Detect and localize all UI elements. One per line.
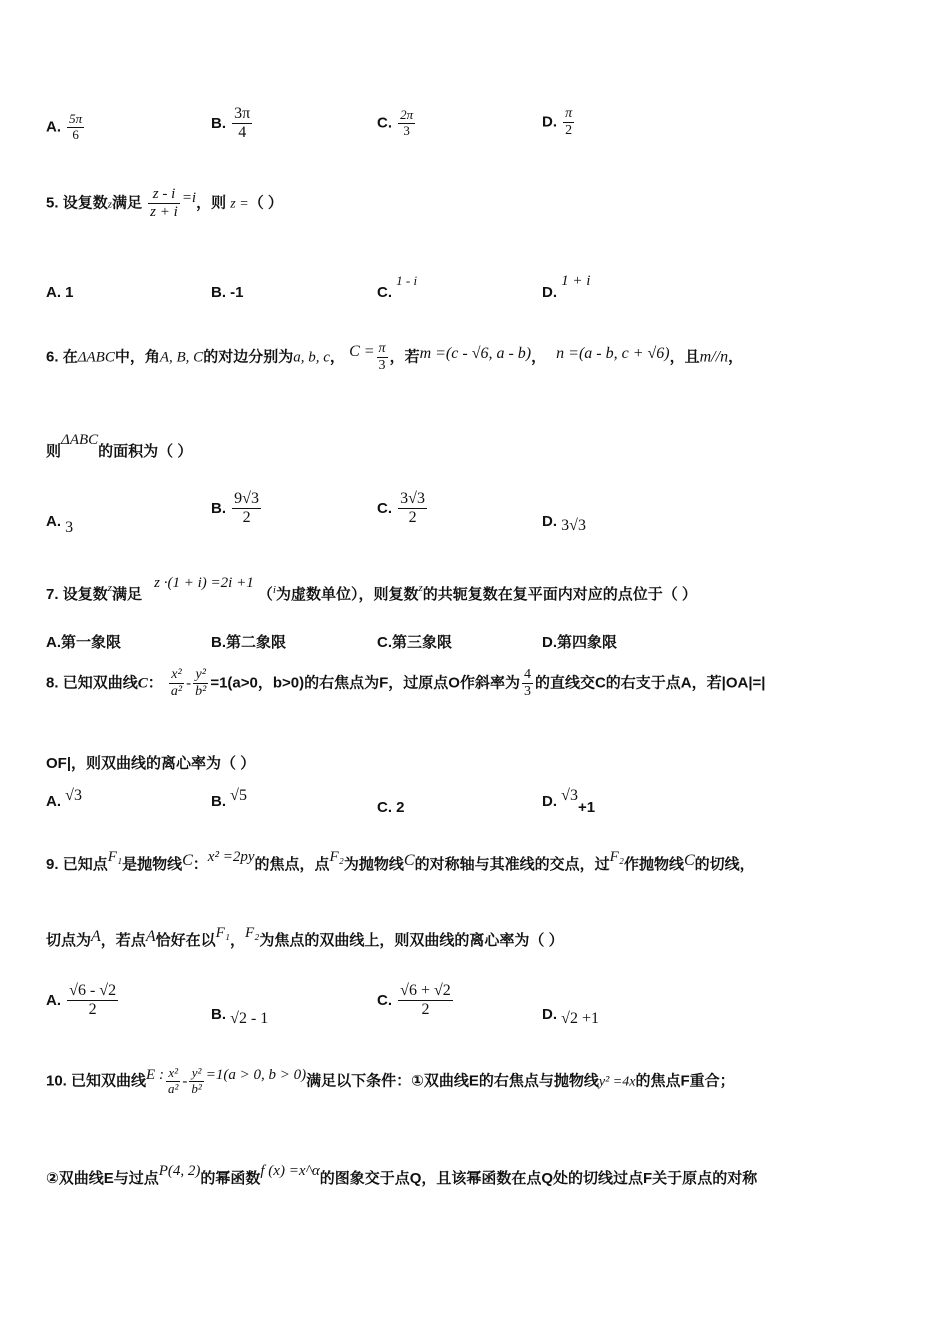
q7-option-c: [377, 631, 452, 652]
fraction-numerator: z - i: [148, 186, 180, 204]
option-value: 第三象限: [392, 634, 453, 651]
fraction-numerator: 3π: [232, 105, 252, 124]
math-var: z: [107, 582, 112, 594]
math-var: z: [418, 582, 423, 594]
option-letter: A.: [46, 634, 61, 651]
math-expr: f (x) =x^α: [260, 1163, 320, 1179]
question-text: ，若: [389, 348, 420, 366]
math-fraction: [377, 341, 388, 374]
math-expr: ΔABC: [61, 432, 99, 448]
math-expr: =i: [181, 189, 197, 206]
question-text: 切点为: [46, 932, 92, 949]
question-8-line2: [46, 752, 255, 773]
question-text: ，: [728, 348, 744, 366]
q6-option-b: [211, 490, 263, 528]
option-letter: A.: [46, 284, 61, 301]
math-fraction: [522, 667, 533, 700]
option-letter: C.: [377, 499, 392, 517]
option-fraction: [398, 108, 415, 139]
question-text: 已知双曲线: [71, 1072, 147, 1090]
option-letter: C.: [377, 991, 392, 1009]
fraction-denominator: a²: [170, 684, 183, 700]
fraction-denominator: z + i: [150, 204, 178, 221]
option-fraction: [232, 105, 252, 143]
question-text: ，: [230, 932, 246, 949]
option-letter: B.: [211, 634, 226, 651]
q4-option-a: [46, 112, 86, 143]
question-text: ，: [531, 348, 547, 366]
math-expr: E :: [146, 1067, 164, 1084]
math-var: F₁: [215, 925, 230, 941]
math-var: F₂: [609, 849, 624, 865]
option-letter: B.: [211, 1006, 226, 1023]
q6-option-c: [377, 490, 429, 528]
fraction-denominator: 2: [88, 1001, 97, 1019]
option-value: √2 +1: [561, 1010, 599, 1027]
fraction-denominator: b²: [191, 1080, 202, 1096]
fraction-numerator: 5π: [69, 111, 83, 126]
q9-option-c: [377, 982, 455, 1020]
option-value: √3: [65, 787, 82, 804]
fraction-denominator: 2: [421, 1001, 430, 1019]
option-letter: A.: [46, 793, 61, 810]
q7-option-a: [46, 631, 121, 652]
math-var: A: [145, 928, 156, 945]
option-fraction: [67, 112, 84, 143]
q5-option-b: [211, 284, 244, 301]
question-text: 的对边分别为: [203, 348, 294, 366]
fraction-numerator: y²: [193, 667, 208, 684]
question-number: 8.: [46, 674, 59, 692]
option-letter: A.: [46, 513, 61, 530]
option-fraction: [232, 490, 261, 528]
question-number: 5.: [46, 194, 59, 212]
math-var: C: [137, 675, 148, 692]
math-fraction: [189, 1066, 203, 1097]
question-text: 是抛物线: [122, 856, 183, 873]
option-letter: C.: [377, 634, 392, 651]
q8-option-b: [211, 787, 247, 811]
math-expr: x² =2py: [207, 849, 255, 865]
question-text: 为抛物线: [343, 856, 404, 873]
question-8: [46, 667, 765, 700]
fraction-numerator: 2π: [400, 107, 414, 122]
question-text: 的图象交于点Q，且该幂函数在点Q处的切线过点F关于原点的对称: [319, 1170, 758, 1187]
q4-option-d: [542, 106, 576, 139]
option-fraction: [398, 982, 453, 1020]
question-text: 为焦点的双曲线上，则双曲线的离心率为（ ）: [259, 932, 564, 949]
question-text: 的焦点F重合；: [635, 1072, 735, 1090]
fraction-denominator: 3: [523, 684, 531, 700]
q8-option-c: [377, 799, 405, 816]
question-text: 的直线交C的右支于点A，若|OA|=|: [534, 674, 766, 692]
math-expr: z ·(1 + i) =2i +1: [154, 575, 254, 591]
math-expr: -: [186, 675, 192, 692]
option-letter: B.: [211, 114, 226, 132]
question-number: 9.: [46, 856, 59, 873]
option-value: 2: [396, 799, 405, 816]
fraction-numerator: π: [377, 341, 388, 358]
question-text: 的焦点，点: [254, 856, 330, 873]
math-expr: P(4, 2): [158, 1163, 201, 1179]
option-fraction: [563, 106, 574, 139]
question-text: 作抛物线: [623, 856, 684, 873]
question-text: 满足: [111, 194, 142, 212]
math-expr: z =: [230, 196, 249, 212]
q6-option-a: [46, 513, 74, 536]
math-expr: m//n: [699, 348, 729, 366]
question-number: 7.: [46, 586, 59, 603]
math-expr: C =: [349, 342, 375, 360]
option-letter: B.: [211, 793, 226, 810]
math-expr: y² =4x: [598, 1074, 636, 1090]
option-letter: C.: [377, 799, 392, 816]
math-var: C: [684, 852, 695, 869]
option-value: 1: [65, 284, 74, 301]
option-value: 第二象限: [226, 634, 287, 651]
question-5: [46, 186, 283, 222]
fraction-denominator: 2: [565, 123, 573, 139]
question-9: [46, 849, 755, 874]
question-text: 中，角: [114, 348, 160, 366]
question-text: 已知点: [62, 856, 108, 873]
fraction-numerator: 3√3: [398, 490, 427, 509]
fraction-numerator: y²: [189, 1066, 203, 1082]
option-letter: D.: [542, 113, 557, 131]
question-text: 在: [62, 348, 78, 366]
option-letter: D.: [542, 634, 557, 651]
fraction-denominator: 2: [408, 509, 417, 527]
question-text: ，若点: [100, 932, 146, 949]
option-letter: D.: [542, 513, 557, 530]
option-letter: D.: [542, 793, 557, 810]
question-text: 已知双曲线: [62, 674, 138, 692]
q5-option-c: [377, 273, 418, 301]
question-text: 为虚数单位），则复数: [275, 586, 419, 603]
question-text: 恰好在以: [155, 932, 216, 949]
option-value: 3: [65, 519, 74, 536]
question-text: 的切线，: [694, 856, 755, 873]
q6-option-d: [542, 513, 586, 534]
option-value: 第一象限: [61, 634, 122, 651]
math-var: F₂: [329, 849, 344, 865]
q9-option-b: [211, 1006, 269, 1027]
option-letter: B.: [211, 284, 226, 301]
option-value: -1: [230, 284, 244, 301]
fraction-numerator: x²: [169, 667, 184, 684]
option-fraction: [398, 490, 427, 528]
fraction-denominator: a²: [167, 1080, 179, 1096]
question-10-line2: [46, 1163, 758, 1188]
question-number: 6.: [46, 348, 59, 366]
question-text: 满足以下条件：①双曲线E的右焦点与抛物线: [306, 1072, 599, 1090]
option-value: 1 + i: [561, 273, 591, 289]
fraction-numerator: √6 + √2: [398, 982, 453, 1001]
q4-option-c: [377, 108, 417, 139]
question-text: 设复数: [62, 586, 108, 603]
question-text: 的面积为（ ）: [98, 443, 193, 460]
option-letter: A.: [46, 991, 61, 1009]
option-letter: C.: [377, 284, 392, 301]
fraction-denominator: 6: [72, 126, 79, 142]
q5-option-d: [542, 273, 591, 302]
option-value: √2 - 1: [230, 1010, 269, 1027]
question-text: 的幂函数: [200, 1170, 261, 1187]
fraction-numerator: 9√3: [232, 490, 261, 509]
math-var: F₁: [107, 849, 123, 865]
question-10: [46, 1066, 735, 1097]
option-fraction: [67, 982, 118, 1020]
option-letter: A.: [46, 118, 61, 136]
fraction-denominator: 3: [378, 358, 386, 374]
question-text: ，且: [669, 348, 700, 366]
math-var: z: [107, 198, 112, 211]
math-var: C: [403, 852, 415, 869]
q9-option-a: [46, 982, 120, 1020]
q8-option-d: [542, 787, 596, 816]
option-letter: D.: [542, 284, 557, 301]
question-text: ，: [329, 348, 345, 366]
q7-option-d: [542, 631, 617, 652]
question-text: 满足: [111, 586, 142, 603]
question-9-line2: [46, 925, 564, 950]
q4-option-b: [211, 105, 254, 143]
fraction-denominator: 2: [242, 509, 251, 527]
math-fraction: [148, 186, 180, 222]
answer-paren: （ ）: [248, 194, 283, 212]
math-expr: m =(c - √6, a - b): [419, 344, 532, 362]
question-text: ，则: [196, 194, 227, 212]
math-expr: -: [182, 1073, 188, 1090]
math-var: C: [182, 852, 193, 869]
option-suffix: +1: [577, 799, 596, 816]
math-expr: a, b, c: [293, 349, 330, 366]
fraction-numerator: π: [563, 106, 574, 123]
q5-option-a: [46, 284, 74, 301]
option-value: 3√3: [561, 517, 586, 534]
question-text: 设复数: [62, 194, 108, 212]
option-value: 第四象限: [557, 634, 618, 651]
math-var: A: [91, 928, 101, 945]
question-text: ：: [192, 856, 208, 873]
option-letter: D.: [542, 1006, 557, 1023]
math-expr: n =(a - b, c + √6): [556, 344, 670, 362]
math-fraction: [193, 667, 208, 700]
option-value: 1 - i: [396, 273, 418, 288]
question-number: 10.: [46, 1072, 67, 1090]
question-text: （: [257, 586, 273, 603]
math-expr: ΔABC: [77, 349, 115, 366]
q7-option-b: [211, 631, 286, 652]
question-text: 则: [46, 443, 62, 460]
fraction-denominator: b²: [195, 684, 207, 700]
fraction-denominator: 3: [403, 122, 410, 138]
option-letter: C.: [377, 114, 392, 132]
option-value: √3: [561, 787, 578, 804]
math-fraction: [169, 667, 184, 700]
question-6-line2: [46, 432, 193, 461]
question-text: 的共轭复数在复平面内对应的点位于（ ）: [422, 586, 697, 603]
fraction-numerator: 4: [522, 667, 533, 684]
question-text: =1(a>0，b>0)的右焦点为F，过原点O作斜率为: [210, 674, 520, 692]
math-expr: A, B, C: [159, 349, 204, 366]
q9-option-d: [542, 1006, 599, 1027]
question-text: 的对称轴与其准线的交点，过: [414, 856, 610, 873]
q8-option-a: [46, 787, 82, 811]
question-text: ：: [147, 674, 163, 692]
math-expr: =1(a > 0, b > 0): [205, 1067, 307, 1084]
math-var: i: [272, 584, 276, 596]
fraction-numerator: √6 - √2: [67, 982, 118, 1001]
question-text: ②双曲线E与过点: [46, 1170, 159, 1187]
math-fraction: [166, 1066, 180, 1097]
question-text: OF|，则双曲线的离心率为（ ）: [46, 755, 256, 772]
question-7: [46, 575, 697, 604]
option-letter: B.: [211, 499, 226, 517]
math-var: F₂: [245, 925, 260, 941]
option-value: √5: [230, 787, 247, 804]
fraction-numerator: x²: [166, 1066, 180, 1082]
fraction-denominator: 4: [238, 124, 247, 142]
question-6: [46, 341, 743, 374]
